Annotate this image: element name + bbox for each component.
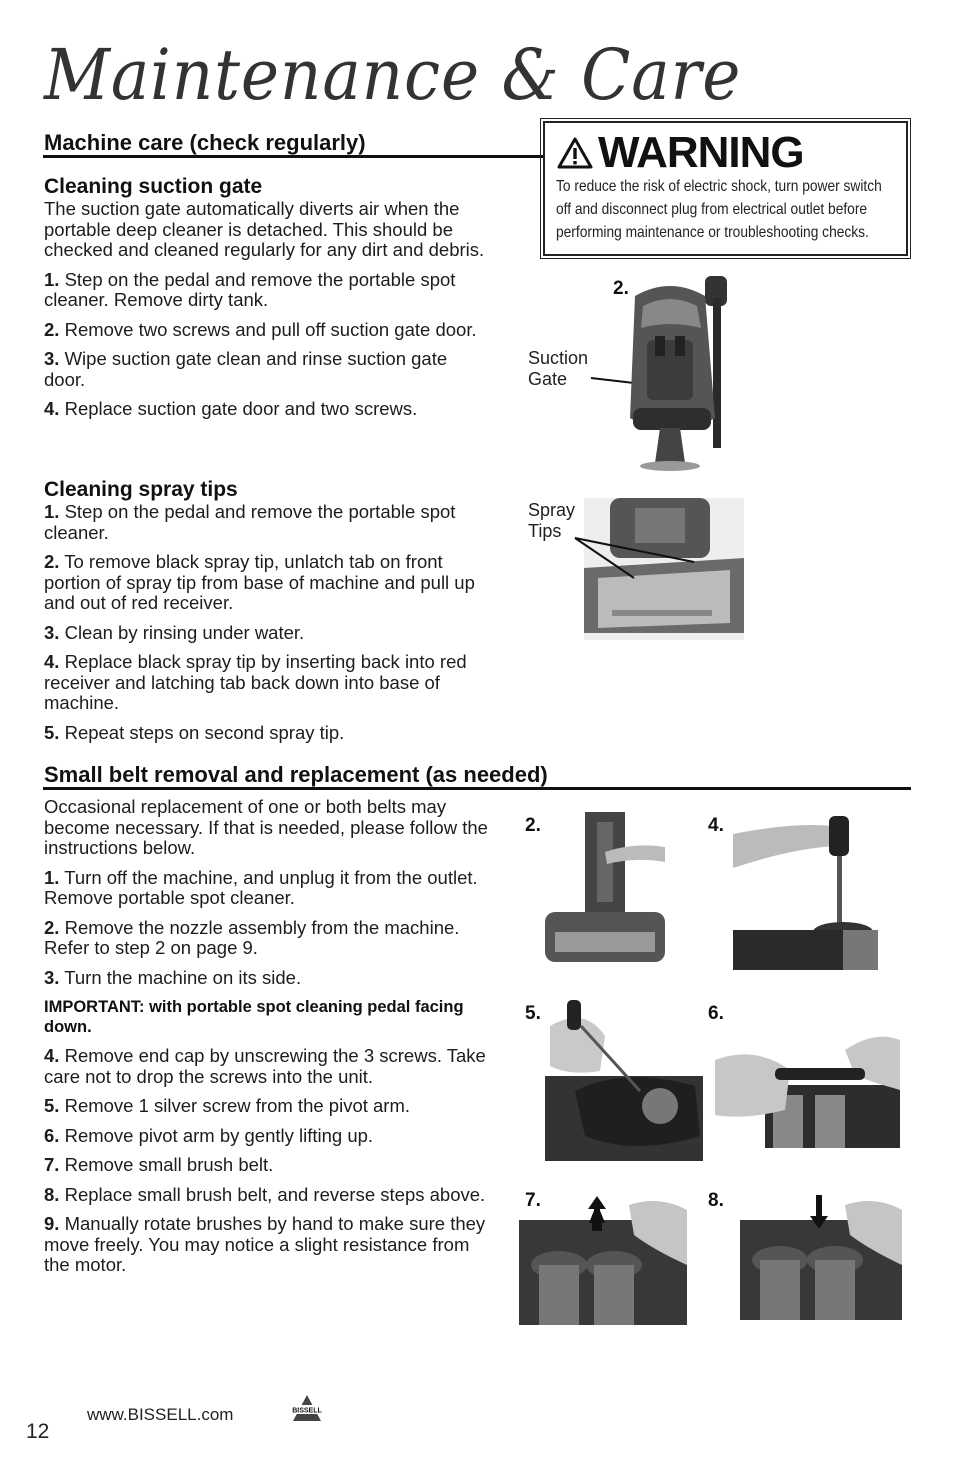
belt-step: 4. Remove end cap by unscrewing the 3 screws. Take care not to drop the screws into the unit. (44, 1045, 486, 1087)
belt-step: 5. Remove 1 silver screw from the pivot arm. (44, 1095, 411, 1116)
website-link[interactable]: www.BISSELL.com (87, 1405, 234, 1424)
suction-gate-figure-number: 2. (613, 278, 629, 299)
belt-photo-step-5 (545, 996, 703, 1161)
belt-photo-number: 7. (525, 1190, 541, 1211)
suction-gate-heading: Cleaning suction gate (44, 175, 263, 198)
spray-tips-step: 4. Replace black spray tip by inserting back into red receiver and latching tab back down into base of machine. (44, 651, 467, 713)
bissell-logo (283, 1393, 331, 1423)
belt-photo-number: 8. (708, 1190, 724, 1211)
belt-photo-step-6 (715, 1030, 900, 1148)
suction-gate-intro: The suction gate automatically diverts air when the portable deep cleaner is detached. This should be checked and cleaned regularly for any dirt and debris. (44, 198, 485, 260)
svg-text:BISSELL: BISSELL (292, 1407, 322, 1415)
belt-photo-number: 4. (708, 815, 724, 836)
spray-tips-step: 3. Clean by rinsing under water. (44, 621, 305, 643)
spray-tips-section (44, 478, 489, 752)
arrow-up-icon (588, 1196, 606, 1230)
suction-gate-step: 1. Step on the pedal and remove the portable spot cleaner. Remove dirty tank. (44, 268, 456, 310)
warning-triangle-icon (556, 136, 594, 170)
suction-gate-section (44, 175, 489, 429)
spray-tips-step: 5. Repeat steps on second spray tip. (44, 721, 345, 743)
belt-section (44, 797, 496, 1285)
belt-photo-number: 6. (708, 1003, 724, 1024)
suction-gate-step: 2. Remove two screws and pull off suction gate door. (44, 318, 477, 340)
belt-step: 8. Replace small brush belt, and reverse steps above. (44, 1183, 486, 1205)
page-number: 12 (26, 1420, 50, 1443)
warning-text: To reduce the risk of electric shock, turn power switch off and disconnect plug from electrical outlet before performing maintenance or troubleshooting checks. (556, 178, 882, 241)
belt-heading: Small belt removal and replacement (as needed) (44, 762, 548, 787)
belt-photo-number: 5. (525, 1003, 541, 1024)
suction-gate-photo (585, 268, 755, 473)
belt-step: 6. Remove pivot arm by gently lifting up. (44, 1124, 374, 1146)
suction-gate-step: 4. Replace suction gate door and two screws. (44, 398, 418, 419)
suction-gate-callout: Suction Gate (528, 348, 589, 389)
belt-important-note: IMPORTANT: with portable spot cleaning pedal facing down. (44, 998, 464, 1036)
belt-photo-number: 2. (525, 815, 541, 836)
spray-tips-heading: Cleaning spray tips (44, 478, 238, 501)
suction-gate-step: 3. Wipe suction gate clean and rinse suction gate door. (44, 348, 448, 390)
belt-step: 1. Turn off the machine, and unplug it from the outlet. Remove portable spot cleaner. (44, 866, 478, 908)
belt-step: 2. Remove the nozzle assembly from the machine. Refer to step 2 on page 9. (44, 916, 460, 958)
belt-rule (43, 787, 911, 790)
machine-care-rule (43, 155, 543, 158)
spray-tips-step: 1. Step on the pedal and remove the portable spot cleaner. (44, 501, 456, 543)
belt-intro: Occasional replacement of one or both belts may become necessary. If that is needed, please follow the instructions below. (44, 796, 488, 858)
spray-tips-photo (570, 498, 746, 640)
machine-care-heading: Machine care (check regularly) (44, 130, 366, 155)
belt-step: 7. Remove small brush belt. (44, 1154, 274, 1175)
belt-photo-step-4 (733, 812, 878, 970)
spray-tips-callout: Spray Tips (528, 500, 576, 541)
arrow-down-icon (810, 1195, 828, 1229)
spray-tips-step: 2. To remove black spray tip, unlatch tab on front portion of spray tip from base of machine and pull up and out of red receiver. (44, 551, 475, 613)
belt-step: 9. Manually rotate brushes by hand to make sure they move freely. You may notice a slight resistance from the motor. (44, 1213, 486, 1275)
belt-step: 3. Turn the machine on its side. (44, 966, 302, 988)
page-title: Maintenance & Care (44, 34, 742, 116)
belt-photo-step-2 (545, 812, 665, 962)
warning-title: WARNING (556, 128, 804, 178)
